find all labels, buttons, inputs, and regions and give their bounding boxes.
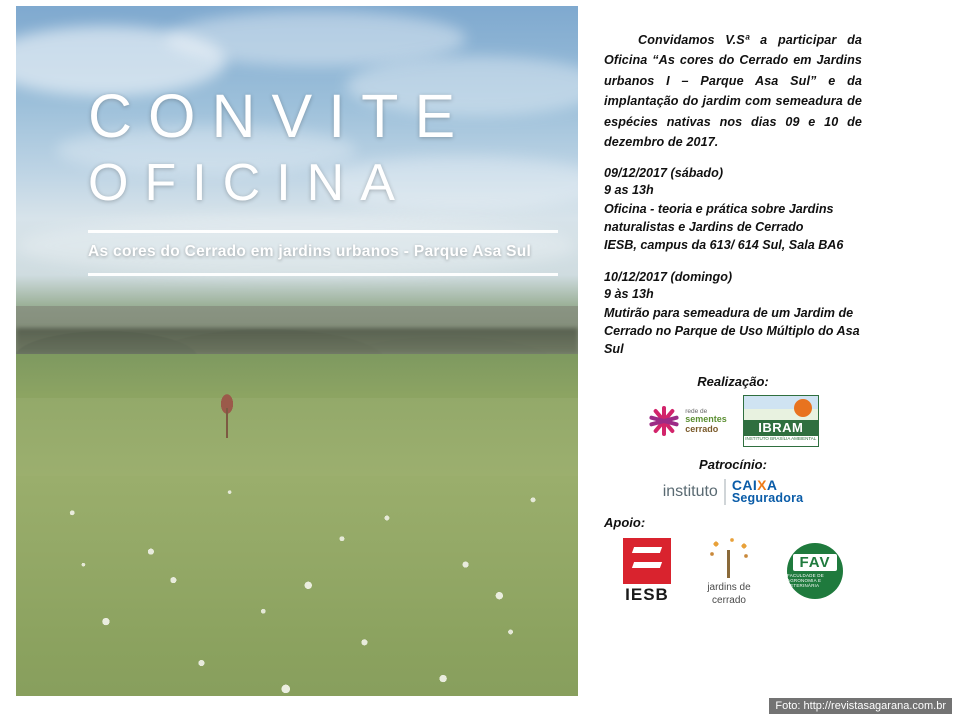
day-time: 9 as 13h <box>604 183 654 198</box>
patrocinio-label: Patrocínio: <box>699 457 767 473</box>
day-activity: Oficina - teoria e prática sobre Jardins naturalistas e Jardins de Cerrado <box>604 201 834 234</box>
jardins-de-cerrado-logo <box>687 536 771 607</box>
ibram-landscape-icon <box>744 396 818 420</box>
wildflower-speckles <box>16 461 578 714</box>
landscape-photo <box>16 6 578 714</box>
page-title: CONVITE <box>88 82 472 150</box>
intro-text: Convidamos V.Sª a participar da Oficina “As cores do Cerrado em Jardins urbanos I – Parque Asa Sul” e da implantação do jardim com semeadura de espécies nativas nos dias 09 e 10 de dezembro de 2017. <box>604 33 862 149</box>
day-activity: Mutirão para semeadura de um Jardim de Cerrado no Parque de Uso Múltiplo do Asa Sul <box>604 305 860 357</box>
iesb-logo <box>623 538 671 605</box>
apoio-logos <box>604 536 862 607</box>
page-subtitle: OFICINA <box>88 154 411 213</box>
fav-name: FAV <box>793 554 836 571</box>
schedule-day-2 <box>604 270 862 358</box>
day-time: 9 às 13h <box>604 287 654 302</box>
realizacao-label: Realização: <box>697 374 769 390</box>
instituto-caixa-seguradora-logo <box>663 478 804 505</box>
instituto-word: instituto <box>662 482 718 500</box>
day-heading: 10/12/2017 (domingo) <box>604 270 733 285</box>
ridge-shadow <box>16 328 578 354</box>
iesb-mark-icon <box>623 538 671 584</box>
schedule-day-1 <box>604 166 862 254</box>
seed-burst-icon <box>647 404 681 438</box>
far-field <box>16 354 578 404</box>
small-shrub <box>214 394 240 440</box>
tree-icon <box>706 536 752 580</box>
ibram-logo <box>743 395 819 447</box>
caixa-stack <box>732 478 803 505</box>
iesb-name: IESB <box>625 584 669 604</box>
info-panel <box>578 6 884 714</box>
day-location: IESB, campus da 613/ 614 Sul, Sala BA6 <box>604 238 844 253</box>
rede-line-1: rede de <box>685 407 708 415</box>
caixa-part-2: A <box>766 477 778 494</box>
rede-line-3: cerrado <box>685 423 719 434</box>
patrocinio-logos <box>604 478 862 505</box>
tagline: As cores do Cerrado em jardins urbanos - Parque Asa Sul <box>88 242 532 260</box>
caixa-accent-x: X <box>757 477 767 494</box>
jardins-line-2: cerrado <box>712 595 746 607</box>
title-block <box>88 84 558 276</box>
rede-line-2: sementes <box>685 414 727 425</box>
divider-bottom <box>88 273 558 276</box>
ibram-name: IBRAM <box>744 420 818 436</box>
logo-divider <box>724 479 726 505</box>
rede-sementes-text <box>685 408 727 435</box>
apoio-label: Apoio: <box>604 514 646 530</box>
caixa-word <box>732 478 803 492</box>
fav-subtitle: FACULDADE DE AGRONOMIA E VETERINÁRIA <box>787 573 824 589</box>
divider-top <box>88 230 558 233</box>
rede-sementes-cerrado-logo <box>647 404 727 438</box>
photo-credit: Foto: http://revistasagarana.com.br <box>769 698 952 714</box>
intro-paragraph <box>604 30 862 152</box>
day-heading: 09/12/2017 (sábado) <box>604 166 724 181</box>
fav-logo <box>787 543 843 599</box>
ibram-subtitle: INSTITUTO BRASÍLIA AMBIENTAL <box>745 436 817 442</box>
caixa-part-1: CAI <box>731 477 758 494</box>
jardins-line-1: jardins de <box>707 581 751 593</box>
realizacao-logos <box>604 395 862 447</box>
seguradora-word: Seguradora <box>731 491 804 506</box>
